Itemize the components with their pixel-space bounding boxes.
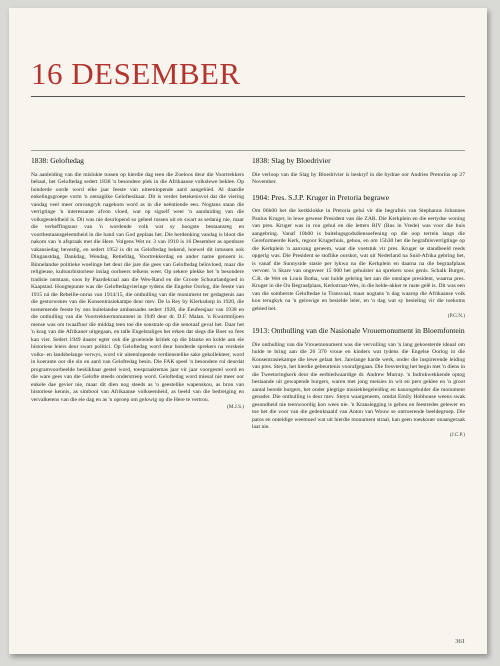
book-page: [9, 8, 487, 654]
section-heading-bloedrivier: 1838: Slag by Bloedrivier: [252, 156, 331, 165]
bloedrivier-paragraph: Die verloop van die Slag by Bloedrivier is beskryf in die bydrae oor Andries Pretorius op 27 November.: [252, 171, 465, 185]
section-heading-geloftedag: 1838: Geloftedag: [31, 156, 84, 165]
header-divider: [31, 150, 465, 151]
kruger-paragraph: Om 06h00 het die kerkklokke in Pretoria gelui vir die begrafnis van Stephanus Johannes Paulus Kruger, in lewe gewese President van die ZAR. Die Kerkplein en die eertydse woning van pres. Kruger was in rou gehul en die letters RIV (Rus in Vrede) was voor die huis aangebring. Vanaf 10h00 is buitelugsgodsdiensoefening op die oop terrein langs die Gereformeerde Kerk, regoor Krugerhuis, gehou, en om 15h30 het die begrafnisverrigtinge op die Kerkplein 'n aanvang geneem, waar die voetstuk vir pres. Kruger se standbeeld reeds opgerig was. Die President se stoflike oorskot, wat uit Nederland na Suid-Afrika gebring het, is vanaf die Sunnyside stasie per lykwa na die Kerkplein en daarna na die begraafplaas vervoer. 'n Skare van ongeveer 15 000 het gehuister na sprekers soos genls. Schalk Burger, C.R. de Wet en Louis Botha, wat hulde gebring het aan die ontslape president, waarna pres. Kruger in die Ou Begraafplaas, Kerkstraat-Wes, in die helde-akker te ruste gelê is. Dit was een van die somberste Geloftedae in Transvaal, maar nogtans 'n dag waarop die Afrikaanse volk kon terugkyk na 'n gelowige en besielde leier, en 'n dag wat sy besieling vir die toekoms gebied het.: [252, 208, 465, 312]
vrouemonument-paragraph: Die onthulling van die Vrouemonument was die vervulling van 'n lang gekoesterde ideaal om hulde te bring aan die 26 370 vroue en kinders wat tydens die Engelse Oorlog in die Konsentrasiekampe die lewe gelaat het. Jarelange harde werk, onder die inspirerende leiding van pres. Steyn, het hierdie gebeurtenis voorafgegaan. Die fresvtering het begin met 'n diens in die Tweetoringkerk deur die eerbiedwaardige dr. Andrew Murray. 'n Indrukwekkende optog bestaande uit gewapende burgers, waren met jong meisies in wit en pers geklee en 'n groot aantal berede burgers, het onder plegtige musiekbegeleiding en kanongebulder die monument genader. Die onthulling is deur mev. Steyn waargeneem, omdat Emily Hobhouse weens swak gesondheid nie teenwoordig kon wees nie. 'n Kranslegging is gebou en feestredes gelewer en toe het die voor van die gedenknaald van Anton van Wouw se ontroerende beeldegroep. Die patos en onteidige weemoed wat uit hierdie monument straal, kan geen toeskouer onaangeraak laat nie.: [252, 341, 465, 430]
right-column: [252, 156, 465, 439]
author-initials: (J.C.P.): [449, 431, 465, 438]
author-initials: (P.G.N.): [447, 313, 465, 319]
section-heading-vrouemonument: 1913: Onthulling van die Nasionale Vrouemonument in Bloemfontein: [252, 326, 465, 335]
page-number: 361: [455, 638, 465, 645]
title-rule: [31, 96, 465, 97]
geloftedag-paragraph: Na aanleiding van die mislukte tussen op hierdie dag teen die Zoeloos deur die Voortrekkers behaal, het Geloftedag sedert 1838 'n besondere plek in die Afrikaanse volkslewe beklee. Op honderde oorde word elke jaar feeste van uiteenlopende aard aangebied. Al daardie enkelingsgroepe vorm 'n ontsaglike Geloftesikaar. Dit is verder betekenisvol dat die viering vandag veel meer omvangryk nagekom word as in die neëntiende eeu. Nogtans staan die verrigtinge 'n interessante afvon vloed, wat op sigself weer 'n aanduiding van die volksgesteldheid is. Dit was nie deurlopend so geheel tussen uit en swart as sedanig nie, maar die verheffingsuur van 'n wordende volk wat sy hoogste bestaansreg en voortbestaansgeleentheid in die hand van God geplaas het. Die herdenking vandag is bloot die nakom van 'n afspraak met die Here. Volgens Wet nr. 3 van 1910 is 16 Desember as openbare vakansiedag bevestig, en sedert 1952 is dit as Geloftedag bekend, hoewel dit intussen ook Dinganstdag, Dankdag, Wendag, Retiefdag, Voortrekkerdag en ander name genoem is. Binnelandse politieke woelinge het deur die jare die gees van Geloftedag beïnvloed, maar die religieuse, kultuurhistoriese inslag oorheers telkens weer. Op sekere plekke het 'n besondere tradisie ontstaan, soos by Paardekraal aan die Wes-Rand en die Groote Schuurlandgoed in Kaapstad. Hoogtepunte was die Geloftedagvieringe tydens die Engelse Oorlog, die feeste van 1915 ná die Rebellie-onrus van 1914/15, die onthulling van die monument ter gedagtenis aan die gestorwenes van die Konsentrasiekampe deur mev. De la Rey by Klerksdorp in 1920, die toenemende feeste by ons buitelandse ambassades sedert 1928, die Eeufeesjaar van 1938 en die onthulling van die Voortrekkermonument in 1949 deur dr. D.F. Malan. 'n Kwartmiljoen mense was om twaalfuur die middag teen toe die sonstrale op die senotaaf geval het. Daar het 'n krag van die Afrikaner uitgegaan, en talle Engelstaliges het erken dat slegs die Boer so fees kan vier. Sedert 1949 daarer egter ook die groeiende kritiek op die blanke en kulde aan eie historiese leiers deur swart politici. Op Geloftedag word deur honderde sprekers na verskeie volks- en landsbelange verwys, word vir uiteenlopende verdienstelike sake gekollekteer, word in koerante oor die sin en aard van Geloftedag besin. Die FAK speel 'n besondere rol deurdat programvoorbeelde beskikbaar gestel word, toespraaktemas jaar vir jaar voorgestel word en die ware gees van die Gelofte steeds onderstreep word. Geloftedag word miesal nie meer oor enkele dae gevier nie, maar dit dien nog steeds as 'n geestelike wapenskou, as bron van historiese kennis, as simbool van Afrikaanse volkseenheid, as beeld van die bedreiging en vervalketens van die eie dag en as 'n oproep om gelowig op die Here te vertrou.: [31, 171, 244, 403]
section-heading-kruger: 1904: Pres. S.J.P. Kruger in Pretoria begrawe: [252, 192, 390, 202]
author-initials: (M.J.S.): [227, 404, 244, 410]
left-column: [31, 156, 244, 411]
page-title: 16 DESEMBER: [31, 56, 241, 91]
